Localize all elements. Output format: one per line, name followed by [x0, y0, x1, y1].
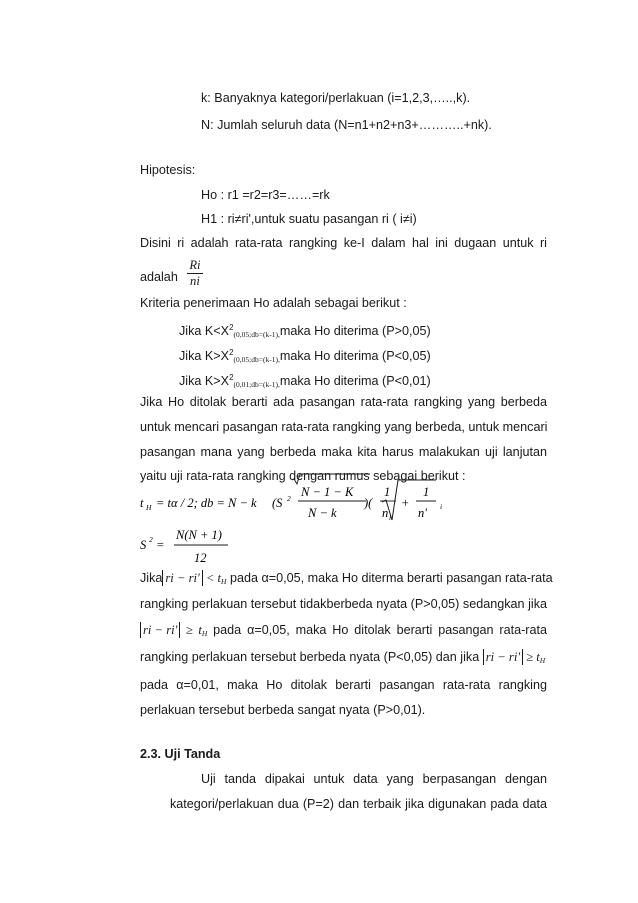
s2-denominator: 12: [194, 551, 207, 565]
lt-t: < t: [205, 571, 222, 585]
frac2-denominator: n': [418, 506, 427, 520]
criteria-1: [179, 320, 431, 343]
adalah-line: [140, 258, 203, 289]
superscript: 2: [229, 348, 234, 357]
paren-open: )(: [364, 496, 373, 510]
section-heading: 2.3. Uji Tanda: [140, 747, 221, 761]
sqrt-content: [258, 472, 458, 532]
criteria-result: maka Ho diterima (P>0,05): [279, 324, 431, 338]
sub-h: H: [539, 656, 546, 665]
adalah-text: adalah: [140, 270, 178, 284]
jika-text: Jika: [140, 571, 163, 585]
paragraph-line: Uji tanda dipakai untuk data yang berpasangan dengan: [201, 772, 547, 786]
criteria-text: Jika K>X: [179, 349, 230, 363]
kriteria-line: Kriteria penerimaan Ho adalah sebagai berikut :: [140, 296, 407, 310]
sqrt-s-sup: 2: [287, 494, 291, 503]
subscript: (0,01;db=(k-1),: [233, 380, 280, 389]
s2-lhs: S: [140, 538, 147, 552]
sqrt-s: (S: [272, 496, 283, 510]
s2-sup: 2: [149, 535, 153, 544]
hipotesis-label: Hipotesis:: [140, 163, 196, 177]
criteria-3: [179, 370, 431, 393]
formula-sub-h: H: [146, 503, 152, 512]
formula-t: t: [140, 496, 144, 510]
paragraph-line: untuk mencari pasangan rata-rata rangking yang berbeda, untuk mencari: [140, 420, 548, 434]
sqrt-denominator: N − k: [308, 506, 337, 520]
paragraph-line: perlakuan tersebut berbeda sangat nyata (P>0,01).: [140, 703, 426, 717]
criteria-result: maka Ho diterima (P<0,05): [279, 349, 431, 363]
criteria-text: Jika K<X: [179, 324, 230, 338]
inner-sqrt-sign: [292, 474, 370, 484]
abs-ri-diff: ri − ri': [162, 570, 202, 586]
comparison-line-1: [140, 570, 553, 590]
paragraph-line: rangking perlakuan tersebut tidakberbeda nyata (P>0,05) sedangkan jika: [140, 597, 547, 611]
s2-numerator: N(N + 1): [176, 528, 222, 542]
frac1-numerator: 1: [384, 485, 391, 499]
k-definition: k: Banyaknya kategori/perlakuan (i=1,2,3,…..,k).: [201, 91, 471, 105]
paragraph-line: kategori/perlakuan dua (P=2) dan terbaik jika digunakan pada data: [170, 797, 547, 811]
lt-th: [203, 571, 227, 585]
ri-diff: ri − ri: [165, 571, 198, 585]
comparison-text: rangking perlakuan tersebut berbeda nyata (P<0,05) dan jika: [140, 650, 480, 664]
s2-formula: [136, 525, 256, 570]
criteria-text: Jika K>X: [179, 374, 230, 388]
ge-t: ≥ t: [185, 623, 202, 637]
criteria-result: maka Ho diterima (P<0,01): [279, 374, 431, 388]
ge-th: [523, 650, 545, 664]
subscript: (0,05;db=(k-1),: [233, 355, 280, 364]
paragraph-line: Jika Ho ditolak berarti ada pasangan rata-rata rangking yang berbeda: [140, 395, 547, 409]
formula-rhs: = tα / 2; db = N − k: [156, 496, 257, 510]
frac2-sub: i: [440, 502, 443, 511]
superscript: 2: [229, 373, 234, 382]
frac1-sub: i: [389, 513, 392, 522]
sqrt-numerator: N − 1 − K: [301, 485, 354, 499]
hypothesis-h0: Ho : r1 =r2=r3=……=rk: [201, 188, 330, 202]
ri-diff: ri − ri: [485, 650, 518, 664]
frac1-denominator: n: [382, 506, 389, 520]
criteria-2: [179, 345, 431, 368]
ge-t: ≥ t: [526, 650, 540, 664]
ri-diff: ri − ri: [143, 623, 175, 637]
fraction-denominator: ni: [190, 274, 200, 288]
fraction-numerator: Ri: [189, 258, 201, 272]
comparison-line-3: [140, 649, 545, 669]
paragraph-line: Disini ri adalah rata-rata rangking ke-I dalam hal ini dugaan untuk ri: [140, 236, 547, 250]
paragraph-line: pasangan mana yang berbeda maka kita harus malakukan uji lanjutan: [140, 445, 547, 459]
abs-ri-diff: ri − ri': [140, 622, 180, 638]
subscript: (0,05;db=(k-1),: [233, 330, 280, 339]
superscript: 2: [229, 323, 234, 332]
s2-eq: =: [156, 538, 165, 552]
sub-h: H: [201, 629, 208, 638]
comparison-result: pada α=0,05, maka Ho diterma berarti pasangan rata-rata: [229, 571, 553, 585]
comparison-result: pada α=0,05, maka Ho ditolak berarti pasangan rata-rata: [213, 623, 548, 637]
ge-th: [180, 623, 207, 637]
comparison-line-2: [140, 622, 547, 642]
frac2-numerator: 1: [423, 485, 430, 499]
paragraph-line: yaitu uji rata-rata rangking dengan rumus sebagai berikut :: [140, 469, 466, 483]
sub-h: H: [221, 577, 227, 586]
plus-sign: +: [401, 496, 410, 510]
hypothesis-h1: H1 : ri≠ri',untuk suatu pasangan ri ( i≠i): [201, 212, 417, 226]
paragraph-line: pada α=0,01, maka Ho ditolak berarti pasangan rata-rata rangking: [140, 678, 547, 692]
n-definition: N: Jumlah seluruh data (N=n1+n2+n3+………..+nk).: [201, 118, 492, 132]
ri-over-ni-fraction: [187, 258, 202, 289]
abs-ri-diff: ri − ri': [483, 649, 523, 665]
